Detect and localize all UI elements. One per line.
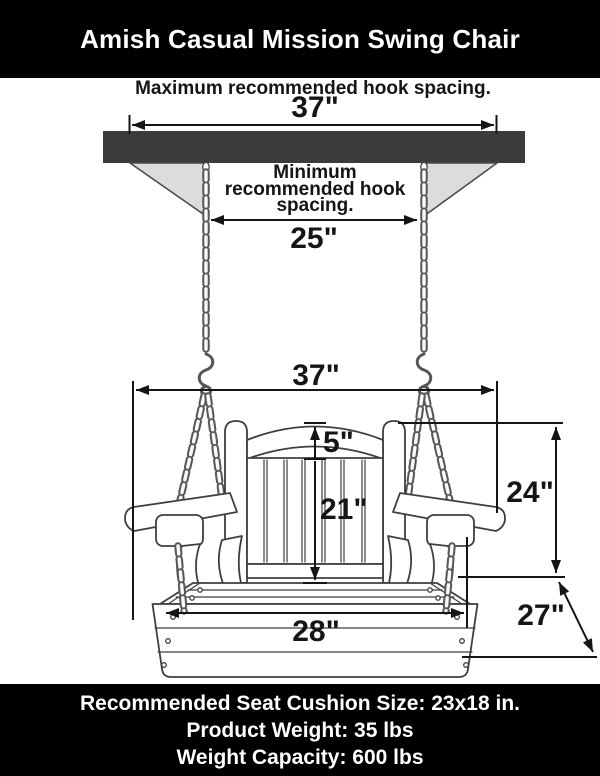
footer-product-weight: Product Weight: 35 lbs — [186, 718, 414, 742]
seat-screw — [428, 588, 432, 592]
dim-label-min-hook-spacing: 25" — [290, 222, 338, 255]
min-hook-note-line3: spacing. — [276, 195, 354, 216]
apron-screw — [166, 639, 171, 644]
dim-label-max-hook-spacing: 37" — [291, 91, 339, 124]
page-title: Amish Casual Mission Swing Chair — [80, 23, 520, 54]
apron-screw — [162, 663, 167, 668]
mount-triangle-right — [424, 163, 497, 216]
min-hook-note-line2: recommended hook — [224, 179, 406, 200]
s-hook-left-icon — [199, 354, 213, 386]
ceiling-beam — [103, 131, 525, 163]
dim-label-seat-front-width: 28" — [292, 615, 340, 648]
s-hook-right-icon — [417, 354, 431, 386]
dim-max-hook-spacing — [130, 78, 497, 134]
apron-screw — [464, 663, 469, 668]
dim-label-seat-depth: 27" — [517, 599, 565, 632]
chain-left — [177, 172, 222, 514]
seat — [160, 583, 470, 604]
dim-seat-depth — [462, 582, 597, 657]
dim-label-back-top-height: 5" — [323, 426, 354, 459]
armrest-left-front-block — [156, 515, 203, 546]
min-hook-note-line1: Minimum — [273, 162, 357, 183]
seat-screw — [190, 596, 194, 600]
footer-banner — [0, 684, 600, 776]
mount-triangle-left — [130, 163, 206, 216]
footer-weight-capacity: Weight Capacity: 600 lbs — [176, 745, 424, 769]
seat-screw — [436, 596, 440, 600]
apron-screw — [460, 639, 465, 644]
apron-screw — [455, 615, 460, 620]
max-hook-note: Maximum recommended hook spacing. — [135, 78, 491, 99]
dim-min-hook-spacing — [211, 162, 417, 255]
dim-label-back-slat-height: 21" — [320, 493, 368, 526]
apron-screw — [171, 615, 176, 620]
dim-label-side-height: 24" — [506, 476, 554, 509]
footer-cushion-size: Recommended Seat Cushion Size: 23x18 in. — [80, 691, 520, 715]
chain-right — [408, 172, 453, 514]
dim-label-overall-width: 37" — [292, 359, 340, 392]
seat-screw — [198, 588, 202, 592]
